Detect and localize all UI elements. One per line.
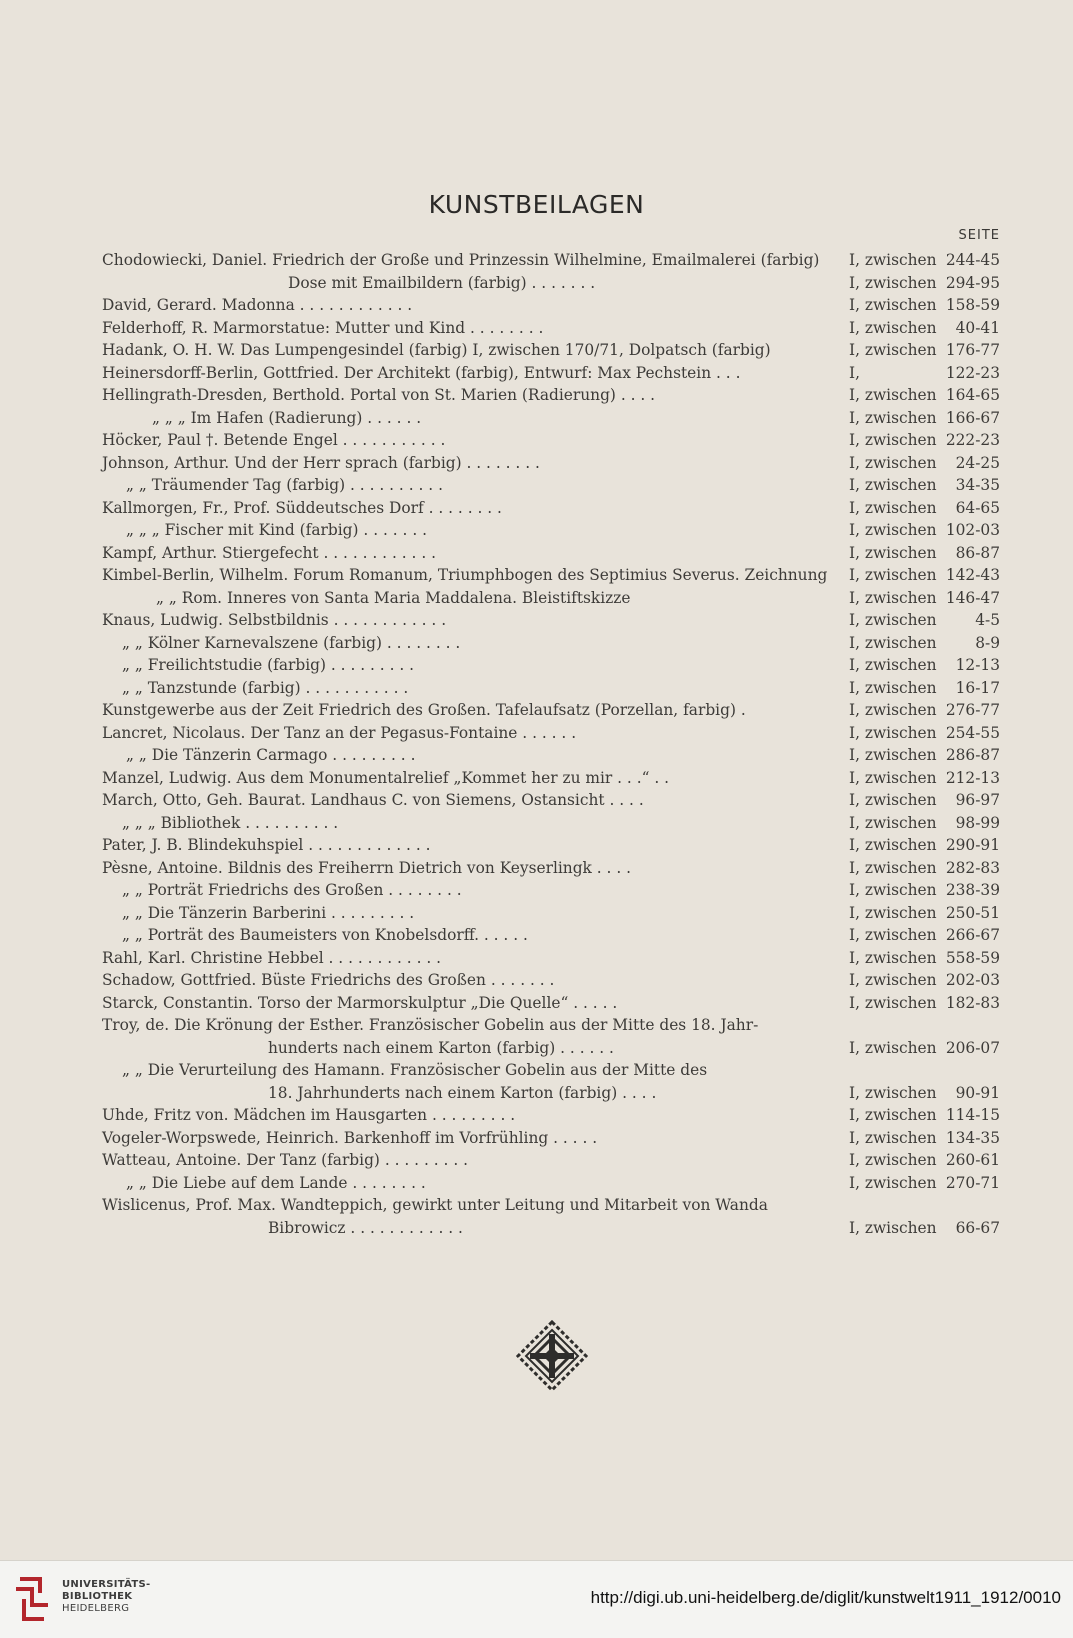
entry-text: „ „ „ Fischer mit Kind (farbig) . . . . . . . — [126, 521, 428, 539]
entry-page-ref — [849, 272, 1000, 295]
entry-pages: 114-15 — [945, 1106, 1000, 1124]
entry-ref-label: I, zwischen — [849, 768, 937, 787]
entry-row — [102, 654, 1000, 677]
entry-ref-label: I, zwischen — [849, 903, 937, 922]
entry-text: Uhde, Fritz von. Mädchen im Hausgarten . . . . . . . . . — [102, 1106, 516, 1124]
entry-text: Watteau, Antoine. Der Tanz (farbig) . . . . . . . . . — [102, 1151, 468, 1169]
entry-pages: 290-91 — [945, 836, 1000, 854]
entry-pages: 66-67 — [955, 1218, 1000, 1237]
entry-text: Lancret, Nicolaus. Der Tanz an der Pegasus-Fontaine . . . . . . — [102, 723, 577, 742]
entry-pages: 12-13 — [955, 656, 1000, 674]
entry-text: Manzel, Ludwig. Aus dem Monumentalrelief „Kommet her zu mir . . .“ . . — [102, 768, 670, 787]
entry-row — [102, 812, 1000, 835]
entry-pages: 176-77 — [945, 341, 1000, 359]
entry-row — [102, 249, 1000, 272]
entry-page-ref — [849, 497, 1000, 520]
entry-text: hunderts nach einem Karton (farbig) . . . . . . — [268, 1038, 614, 1057]
entry-text: Kimbel-Berlin, Wilhelm. Forum Romanum, Triumphbogen des Septimius Severus. Zeichnung — [102, 566, 828, 584]
entry-pages: 558-59 — [945, 948, 1000, 967]
entry-row — [102, 1194, 1000, 1217]
entry-row — [102, 384, 1000, 407]
entry-ref-label: I, zwischen — [849, 656, 937, 674]
entry-page-ref — [849, 429, 1000, 452]
entry-ref-label: I, zwischen — [849, 521, 937, 539]
entry-text: March, Otto, Geh. Baurat. Landhaus C. von Siemens, Ostansicht . . . . — [102, 791, 644, 809]
entry-text: Rahl, Karl. Christine Hebbel . . . . . . . . . . . . — [102, 948, 442, 967]
entry-text: „ „ Die Tänzerin Carmago . . . . . . . . . — [126, 746, 416, 764]
entry-row — [102, 362, 1000, 385]
entry-ref-label: I, zwischen — [849, 1128, 937, 1147]
entry-page-ref — [849, 587, 1000, 610]
entry-page-ref — [849, 1217, 1000, 1240]
entry-row — [102, 1014, 1000, 1037]
entry-pages: 86-87 — [955, 543, 1000, 562]
entry-text: Kallmorgen, Fr., Prof. Süddeutsches Dorf . . . . . . . . — [102, 498, 502, 517]
entry-text: „ „ Die Verurteilung des Hamann. Französischer Gobelin aus der Mitte des — [122, 1061, 708, 1079]
entry-ref-label: I, zwischen — [849, 1173, 937, 1192]
entry-pages: 270-71 — [945, 1173, 1000, 1192]
entry-page-ref — [849, 857, 1000, 880]
entry-row — [102, 677, 1000, 700]
entry-ref-label: I, zwischen — [849, 971, 937, 989]
entry-text: Chodowiecki, Daniel. Friedrich der Große und Prinzessin Wilhelmine, Emailmalerei (farbig) — [102, 251, 820, 269]
entry-row — [102, 497, 1000, 520]
entry-ref-label: I, — [849, 363, 860, 382]
entry-ref-label: I, zwischen — [849, 408, 937, 427]
entry-row — [102, 407, 1000, 430]
entry-page-ref — [849, 339, 1000, 362]
entry-pages: 102-03 — [945, 521, 1000, 539]
entry-page-ref — [849, 677, 1000, 700]
entry-row — [102, 632, 1000, 655]
entry-text: „ „ Träumender Tag (farbig) . . . . . . . . . . — [126, 476, 443, 494]
entry-text: „ „ Porträt Friedrichs des Großen . . . . . . . . — [122, 881, 462, 899]
entry-ref-label: I, zwischen — [849, 273, 937, 292]
entry-page-ref — [849, 384, 1000, 407]
entry-row — [102, 272, 1000, 295]
entry-page-ref — [849, 902, 1000, 925]
entry-page-ref — [849, 519, 1000, 542]
entry-page-ref — [849, 474, 1000, 497]
entry-ref-label: I, zwischen — [849, 926, 937, 944]
entry-text: Knaus, Ludwig. Selbstbildnis . . . . . . . . . . . . — [102, 611, 447, 629]
entry-ref-label: I, zwischen — [849, 813, 937, 832]
entry-row — [102, 902, 1000, 925]
entry-row — [102, 609, 1000, 632]
entry-ref-label: I, zwischen — [849, 701, 937, 719]
entry-pages: 40-41 — [955, 318, 1000, 337]
entry-pages: 64-65 — [955, 498, 1000, 517]
entry-text: Starck, Constantin. Torso der Marmorskulptur „Die Quelle“ . . . . . — [102, 993, 618, 1012]
entry-text: Dose mit Emailbildern (farbig) . . . . . . . — [288, 273, 596, 292]
entry-text: Johnson, Arthur. Und der Herr sprach (farbig) . . . . . . . . — [102, 453, 540, 472]
entry-page-ref — [849, 767, 1000, 790]
entry-page-ref — [849, 879, 1000, 902]
entry-page-ref — [849, 1037, 1000, 1060]
entry-row — [102, 1217, 1000, 1240]
entry-row — [102, 924, 1000, 947]
footer-bar — [0, 1560, 1073, 1638]
source-url-link[interactable]: http://digi.ub.uni-heidelberg.de/diglit/kunstwelt1911_1912/0010 — [590, 1588, 1061, 1607]
entry-ref-label: I, zwischen — [849, 993, 937, 1012]
entry-text: „ „ Kölner Karnevalszene (farbig) . . . . . . . . — [122, 633, 461, 652]
entry-pages: 164-65 — [945, 386, 1000, 404]
entry-pages: 166-67 — [945, 408, 1000, 427]
entry-page-ref — [849, 699, 1000, 722]
entry-page-ref — [849, 1104, 1000, 1127]
entry-text: Wislicenus, Prof. Max. Wandteppich, gewirkt unter Leitung und Mitarbeit von Wanda — [102, 1196, 768, 1214]
entry-text: „ „ „ Bibliothek . . . . . . . . . . — [122, 813, 339, 832]
entry-pages: 142-43 — [945, 566, 1000, 584]
entry-pages: 98-99 — [955, 813, 1000, 832]
entry-page-ref — [849, 362, 1000, 385]
entry-pages: 260-61 — [945, 1151, 1000, 1169]
entry-ref-label: I, zwischen — [849, 948, 937, 967]
page-title: KUNSTBEILAGEN — [428, 190, 645, 219]
entry-ref-label: I, zwischen — [849, 1151, 937, 1169]
entry-page-ref — [849, 632, 1000, 655]
entry-page-ref — [849, 744, 1000, 767]
entry-ref-label: I, zwischen — [849, 386, 937, 404]
entry-ref-label: I, zwischen — [849, 476, 937, 494]
entry-pages: 238-39 — [945, 881, 1000, 899]
entry-page-ref — [849, 789, 1000, 812]
entry-pages: 222-23 — [945, 431, 1000, 449]
entry-ref-label: I, zwischen — [849, 318, 937, 337]
entry-ref-label: I, zwischen — [849, 453, 937, 472]
entry-text: „ „ Rom. Inneres von Santa Maria Maddalena. Bleistiftskizze — [156, 588, 631, 607]
library-logo-icon — [10, 1571, 56, 1627]
entry-page-ref — [849, 924, 1000, 947]
entry-row — [102, 317, 1000, 340]
entry-ref-label: I, zwischen — [849, 791, 937, 809]
entry-pages: 286-87 — [945, 746, 1000, 764]
entry-row — [102, 474, 1000, 497]
entry-page-ref — [849, 947, 1000, 970]
entry-page-ref — [849, 654, 1000, 677]
entry-pages: 4-5 — [975, 611, 1000, 629]
entry-row — [102, 339, 1000, 362]
entry-page-ref — [849, 969, 1000, 992]
library-name — [62, 1579, 151, 1615]
entry-row — [102, 542, 1000, 565]
entry-page-ref — [849, 992, 1000, 1015]
entry-row — [102, 429, 1000, 452]
entry-row — [102, 1037, 1000, 1060]
entry-ref-label: I, zwischen — [849, 611, 937, 629]
entry-page-ref — [849, 1127, 1000, 1150]
entry-row — [102, 834, 1000, 857]
entry-page-ref — [849, 1172, 1000, 1195]
entry-ref-label: I, zwischen — [849, 498, 937, 517]
entry-text: Bibrowicz . . . . . . . . . . . . — [268, 1218, 463, 1237]
entry-row — [102, 879, 1000, 902]
entry-pages: 16-17 — [955, 678, 1000, 697]
entry-pages: 158-59 — [945, 296, 1000, 314]
entry-row — [102, 1127, 1000, 1150]
entry-ref-label: I, zwischen — [849, 588, 937, 607]
entry-text: Hellingrath-Dresden, Berthold. Portal von St. Marien (Radierung) . . . . — [102, 386, 656, 404]
entry-text: Pèsne, Antoine. Bildnis des Freiherrn Dietrich von Keyserlingk . . . . — [102, 858, 632, 877]
entry-text: Pater, J. B. Blindekuhspiel . . . . . . . . . . . . . — [102, 836, 431, 854]
entry-text: Troy, de. Die Krönung der Esther. Französischer Gobelin aus der Mitte des 18. Jahr- — [102, 1016, 759, 1034]
entry-page-ref — [849, 722, 1000, 745]
entry-page-ref — [849, 1082, 1000, 1105]
entry-text: „ „ Freilichtstudie (farbig) . . . . . . . . . — [122, 656, 415, 674]
entry-row — [102, 452, 1000, 475]
entry-pages: 34-35 — [955, 476, 1000, 494]
entry-row — [102, 947, 1000, 970]
entry-row — [102, 1149, 1000, 1172]
entry-pages: 146-47 — [945, 588, 1000, 607]
entry-row — [102, 564, 1000, 587]
entry-row — [102, 857, 1000, 880]
entry-row — [102, 789, 1000, 812]
entry-ref-label: I, zwischen — [849, 1218, 937, 1237]
entry-pages: 134-35 — [945, 1128, 1000, 1147]
entry-pages: 206-07 — [945, 1038, 1000, 1057]
entry-page-ref — [849, 834, 1000, 857]
entry-ref-label: I, zwischen — [849, 1106, 937, 1124]
entry-page-ref — [849, 564, 1000, 587]
entry-row — [102, 767, 1000, 790]
entry-ref-label: I, zwischen — [849, 566, 937, 584]
entry-text: 18. Jahrhunderts nach einem Karton (farbig) . . . . — [268, 1083, 657, 1102]
entries-list — [102, 249, 1000, 1239]
entry-ref-label: I, zwischen — [849, 1083, 937, 1102]
entry-row — [102, 519, 1000, 542]
entry-row — [102, 744, 1000, 767]
entry-text: Kampf, Arthur. Stiergefecht . . . . . . . . . . . . — [102, 543, 436, 562]
entry-ref-label: I, zwischen — [849, 543, 937, 562]
entry-text: Hadank, O. H. W. Das Lumpengesindel (farbig) I, zwischen 170/71, Dolpatsch (farbig) — [102, 341, 771, 359]
entry-text: Höcker, Paul †. Betende Engel . . . . . . . . . . . — [102, 431, 446, 449]
entry-ref-label: I, zwischen — [849, 341, 937, 359]
entry-pages: 266-67 — [945, 926, 1000, 944]
entry-row — [102, 1059, 1000, 1082]
entry-row — [102, 699, 1000, 722]
entry-page-ref — [849, 317, 1000, 340]
entry-row — [102, 1104, 1000, 1127]
entry-page-ref — [849, 609, 1000, 632]
entry-text: Heinersdorff-Berlin, Gottfried. Der Architekt (farbig), Entwurf: Max Pechstein . . . — [102, 363, 741, 382]
library-line-2: BIBLIOTHEK — [62, 1591, 133, 1602]
entry-row — [102, 722, 1000, 745]
entry-pages: 244-45 — [945, 251, 1000, 269]
entry-ref-label: I, zwischen — [849, 746, 937, 764]
entry-ref-label: I, zwischen — [849, 296, 937, 314]
entry-page-ref — [849, 812, 1000, 835]
entry-ref-label: I, zwischen — [849, 858, 937, 877]
entry-row — [102, 969, 1000, 992]
entry-text: Schadow, Gottfried. Büste Friedrichs des Großen . . . . . . . — [102, 971, 555, 989]
entry-pages: 212-13 — [945, 768, 1000, 787]
entry-pages: 182-83 — [945, 993, 1000, 1012]
entry-row — [102, 992, 1000, 1015]
entry-text: „ „ „ Im Hafen (Radierung) . . . . . . — [152, 408, 422, 427]
entry-page-ref — [849, 542, 1000, 565]
entry-pages: 122-23 — [945, 363, 1000, 382]
library-line-1: UNIVERSITÄTS- — [62, 1579, 151, 1590]
entry-text: Kunstgewerbe aus der Zeit Friedrich des Großen. Tafelaufsatz (Porzellan, farbig) . — [102, 701, 746, 719]
entry-text: David, Gerard. Madonna . . . . . . . . . . . . — [102, 296, 413, 314]
entry-page-ref — [849, 1149, 1000, 1172]
entry-pages: 294-95 — [945, 273, 1000, 292]
entry-ref-label: I, zwischen — [849, 251, 937, 269]
entry-text: „ „ Die Liebe auf dem Lande . . . . . . . . — [126, 1173, 426, 1192]
entry-pages: 282-83 — [945, 858, 1000, 877]
entry-row — [102, 1172, 1000, 1195]
entry-ref-label: I, zwischen — [849, 431, 937, 449]
diamond-lattice-ornament-icon — [516, 1320, 588, 1392]
entry-page-ref — [849, 452, 1000, 475]
entry-ref-label: I, zwischen — [849, 633, 937, 652]
entry-text: Vogeler-Worpswede, Heinrich. Barkenhoff im Vorfrühling . . . . . — [102, 1128, 598, 1147]
entry-row — [102, 587, 1000, 610]
entry-page-ref — [849, 407, 1000, 430]
entry-ref-label: I, zwischen — [849, 723, 937, 742]
entry-pages: 90-91 — [955, 1083, 1000, 1102]
library-line-3: HEIDELBERG — [62, 1603, 130, 1614]
entry-pages: 276-77 — [945, 701, 1000, 719]
entry-text: „ „ Tanzstunde (farbig) . . . . . . . . . . . — [122, 678, 409, 697]
entry-row — [102, 1082, 1000, 1105]
entry-text: „ „ Porträt des Baumeisters von Knobelsdorff. . . . . . — [122, 926, 528, 944]
entry-text: Felderhoff, R. Marmorstatue: Mutter und Kind . . . . . . . . — [102, 318, 544, 337]
entry-row — [102, 294, 1000, 317]
column-label-seite: SEITE — [958, 228, 1000, 243]
entry-pages: 250-51 — [945, 903, 1000, 922]
entry-pages: 202-03 — [945, 971, 1000, 989]
entry-page-ref — [849, 249, 1000, 272]
entry-ref-label: I, zwischen — [849, 1038, 937, 1057]
entry-pages: 96-97 — [955, 791, 1000, 809]
entry-page-ref — [849, 294, 1000, 317]
entry-pages: 254-55 — [945, 723, 1000, 742]
entry-ref-label: I, zwischen — [849, 678, 937, 697]
entry-pages: 8-9 — [975, 633, 1000, 652]
entry-pages: 24-25 — [955, 453, 1000, 472]
entry-text: „ „ Die Tänzerin Barberini . . . . . . . . . — [122, 903, 415, 922]
entry-ref-label: I, zwischen — [849, 836, 937, 854]
entry-ref-label: I, zwischen — [849, 881, 937, 899]
